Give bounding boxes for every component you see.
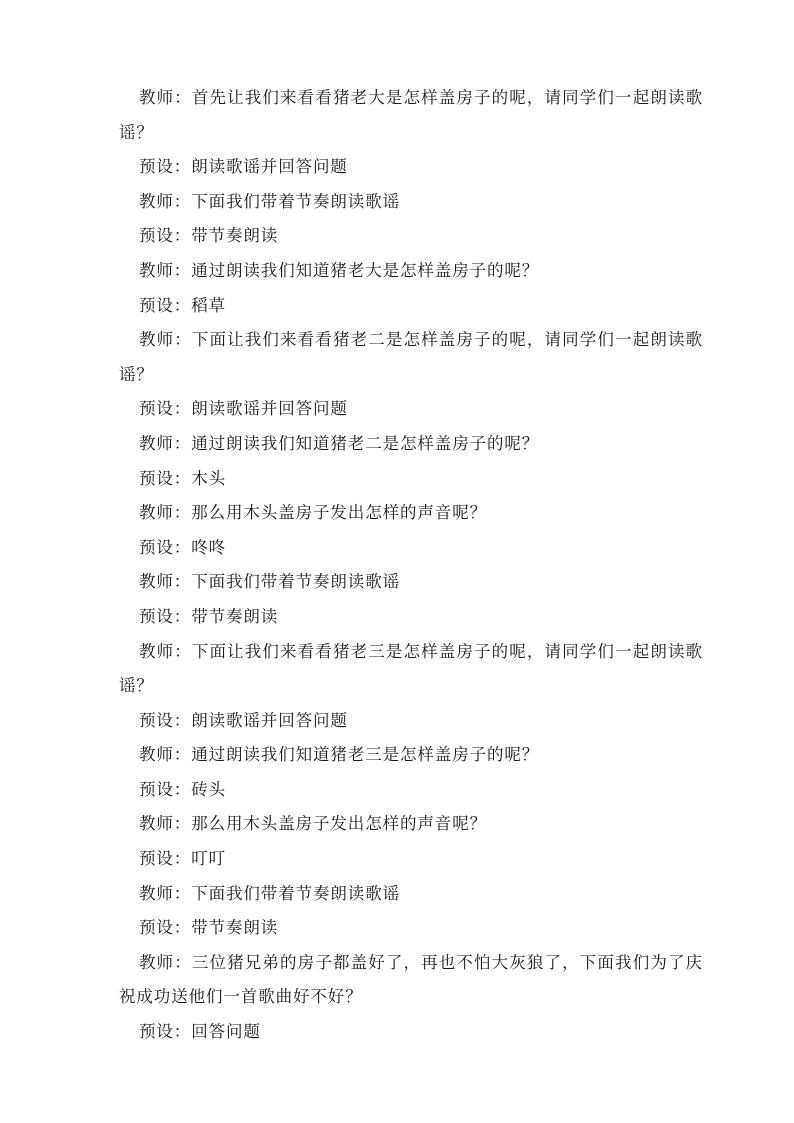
teacher-line: 教师：下面让我们来看看猪老二是怎样盖房子的呢，请同学们一起朗读歌谣？ <box>119 330 703 384</box>
teacher-line: 教师：通过朗读我们知道猪老三是怎样盖房子的呢？ <box>139 745 540 765</box>
teacher-line: 教师：下面我们带着节奏朗读歌谣 <box>139 883 400 903</box>
teacher-line: 教师：下面我们带着节奏朗读歌谣 <box>139 191 400 211</box>
preset-line: 预设：咚咚 <box>139 537 226 557</box>
preset-line: 预设：叮叮 <box>139 849 226 869</box>
teacher-line: 教师：三位猪兄弟的房子都盖好了，再也不怕大灰狼了，下面我们为了庆祝成功送他们一首歌曲好不好？ <box>119 952 703 1007</box>
preset-line: 预设：木头 <box>139 468 226 488</box>
teacher-line: 教师：通过朗读我们知道猪老大是怎样盖房子的呢？ <box>139 260 540 280</box>
preset-line: 预设：朗读歌谣并回答问题 <box>139 157 348 177</box>
teacher-line: 教师：下面我们带着节奏朗读歌谣 <box>139 572 400 592</box>
teacher-line: 教师：下面让我们来看看猪老三是怎样盖房子的呢，请同学们一起朗读歌谣？ <box>119 641 703 696</box>
preset-line: 预设：带节奏朗读 <box>139 606 279 626</box>
teacher-line: 教师：首先让我们来看看猪老大是怎样盖房子的呢，请同学们一起朗读歌谣？ <box>119 88 703 142</box>
preset-line: 预设：回答问题 <box>139 1022 261 1042</box>
teacher-line: 教师：那么用木头盖房子发出怎样的声音呢？ <box>139 503 487 523</box>
document-body <box>119 81 703 1050</box>
preset-line: 预设：朗读歌谣并回答问题 <box>139 399 348 419</box>
teacher-line: 教师：通过朗读我们知道猪老二是怎样盖房子的呢？ <box>139 433 540 453</box>
preset-line: 预设：带节奏朗读 <box>139 918 279 938</box>
preset-line: 预设：稻草 <box>139 295 226 315</box>
preset-line: 预设：朗读歌谣并回答问题 <box>139 710 348 730</box>
preset-line: 预设：带节奏朗读 <box>139 226 279 246</box>
teacher-line: 教师：那么用木头盖房子发出怎样的声音呢？ <box>139 814 487 834</box>
preset-line: 预设：砖头 <box>139 779 226 799</box>
